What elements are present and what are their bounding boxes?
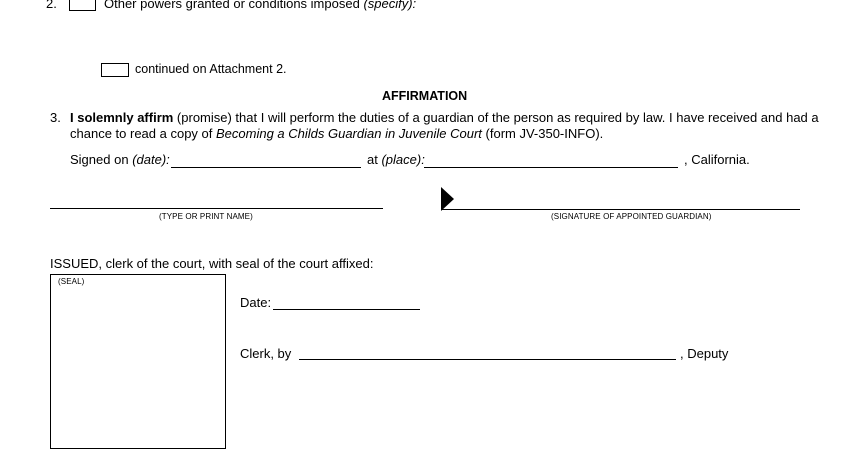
signed-place-field[interactable]	[424, 167, 678, 168]
signature-caption: (SIGNATURE OF APPOINTED GUARDIAN)	[551, 212, 712, 221]
signature-field[interactable]	[442, 209, 800, 210]
deputy-label: , Deputy	[680, 346, 729, 361]
seal-caption: (SEAL)	[58, 277, 85, 286]
continued-label: continued on Attachment 2.	[135, 62, 287, 76]
print-name-field[interactable]	[50, 208, 383, 209]
print-name-caption: (TYPE OR PRINT NAME)	[159, 212, 253, 221]
item-2-text: Other powers granted or conditions imposed (specify):	[104, 0, 417, 11]
at-place-label: at (place):	[367, 152, 425, 167]
deputy-clerk-field[interactable]	[299, 359, 676, 360]
affirmation-heading: AFFIRMATION	[382, 89, 468, 103]
signed-on-label: Signed on (date):	[70, 152, 170, 167]
issued-date-label: Date:	[240, 295, 272, 310]
signature-arrow-icon	[441, 187, 455, 211]
california-label: , California.	[684, 152, 750, 167]
clerk-by-label: Clerk, by	[240, 346, 292, 361]
issued-label: ISSUED, clerk of the court, with seal of the court affixed:	[50, 256, 374, 271]
affirmation-line-2: chance to read a copy of Becoming a Childs Guardian in Juvenile Court (form JV-350-INFO).	[70, 126, 604, 141]
seal-box	[50, 274, 226, 449]
affirmation-line-1: I solemnly affirm (promise) that I will perform the duties of a guardian of the person as required by law. I have received and had a	[70, 110, 819, 125]
item-2-number: 2.	[46, 0, 57, 11]
issued-date-field[interactable]	[273, 309, 420, 310]
item-3-number: 3.	[50, 110, 61, 125]
continued-checkbox[interactable]	[101, 63, 129, 77]
signed-date-field[interactable]	[171, 167, 361, 168]
item-2-checkbox[interactable]	[69, 0, 96, 11]
